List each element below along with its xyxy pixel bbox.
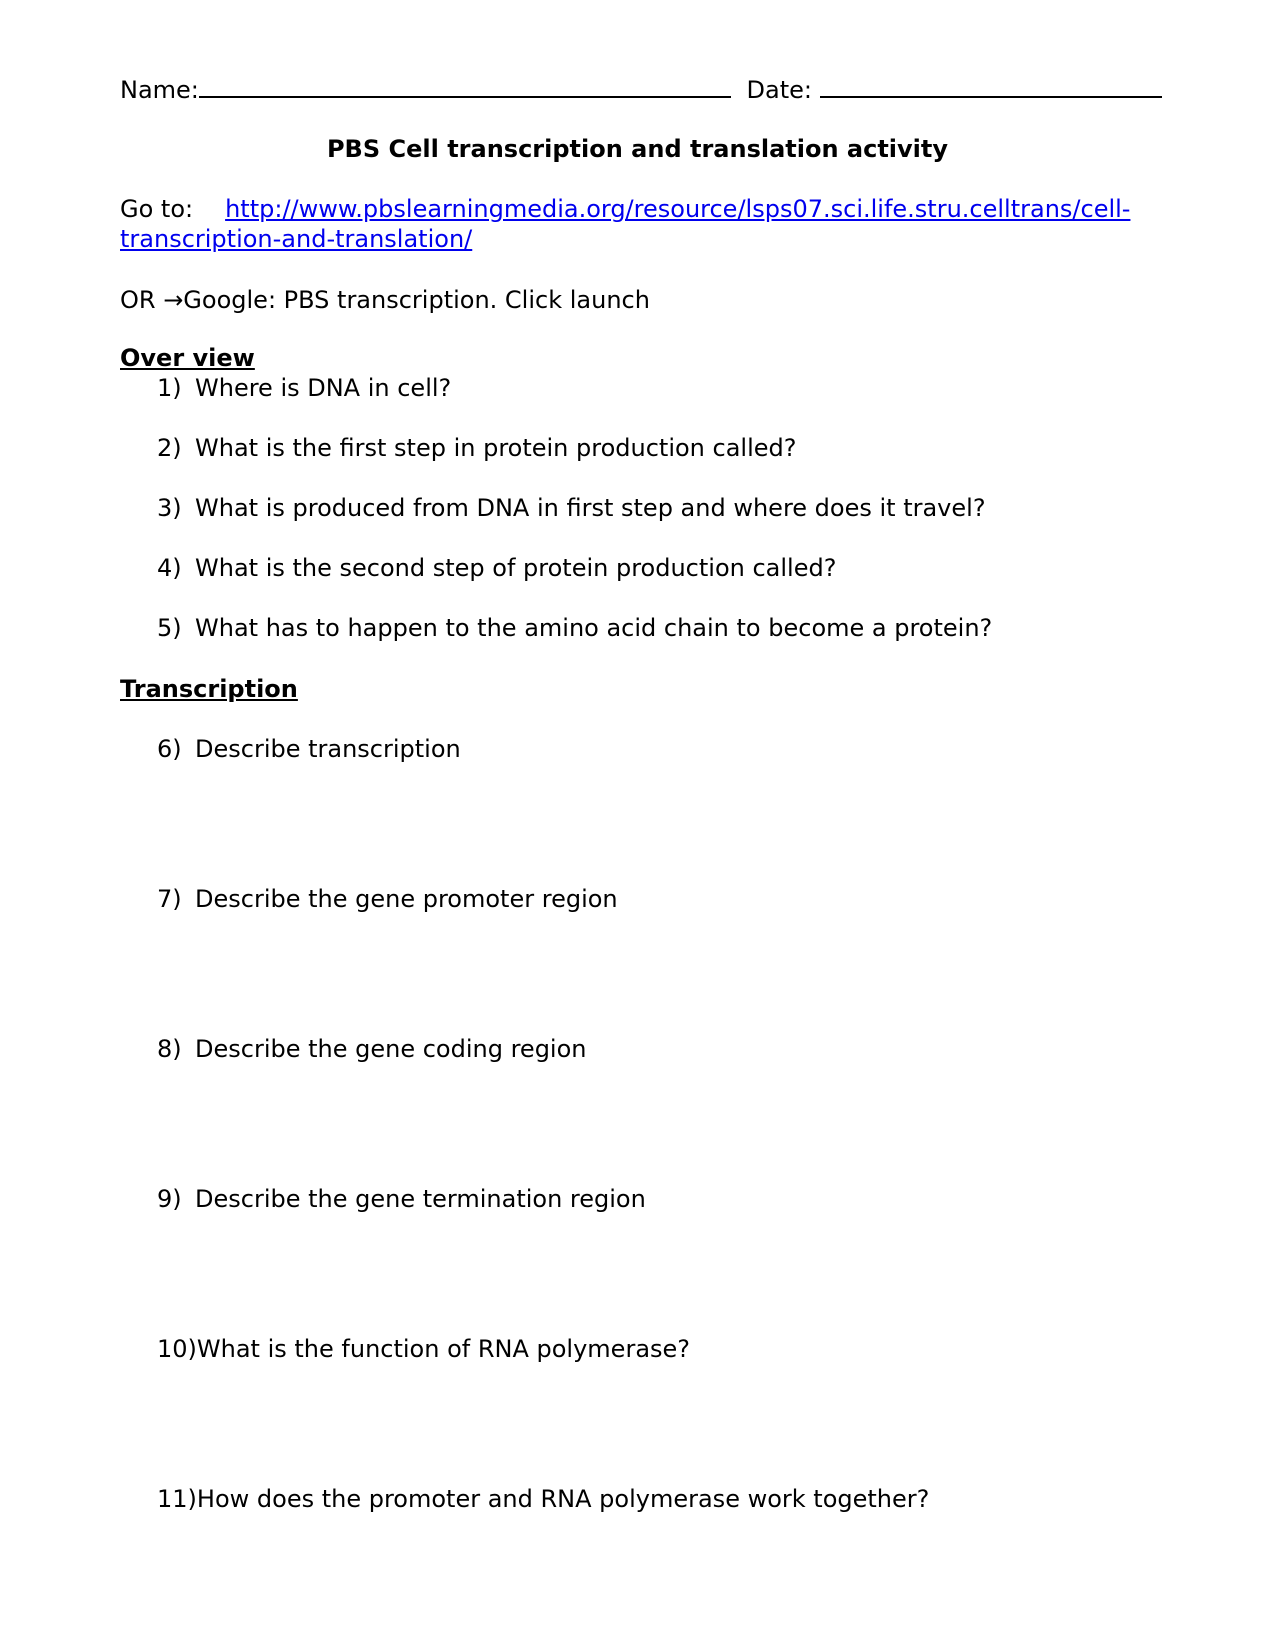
alt-instructions: OR →Google: PBS transcription. Click launch (120, 286, 650, 314)
question-item (157, 613, 992, 643)
question-text: Describe transcription (195, 735, 461, 763)
question-text: Describe the gene coding region (195, 1035, 587, 1063)
question-text: How does the promoter and RNA polymerase work together? (196, 1485, 930, 1513)
question-item (157, 1334, 690, 1364)
question-number: 10) (157, 1335, 197, 1363)
question-item (157, 884, 618, 914)
question-number: 5) (157, 614, 182, 642)
question-item (157, 433, 797, 463)
question-number: 8) (157, 1035, 182, 1063)
question-number: 7) (157, 885, 182, 913)
question-item (157, 1034, 587, 1064)
question-item (157, 553, 836, 583)
question-number: 4) (157, 554, 182, 582)
question-text: Where is DNA in cell? (195, 374, 452, 402)
pbs-link-part2[interactable]: transcription-and-translation/ (120, 225, 473, 253)
date-label: Date: (746, 76, 812, 104)
name-label: Name: (120, 76, 199, 104)
question-number: 6) (157, 735, 182, 763)
question-text: What is the second step of protein production called? (195, 554, 837, 582)
question-text: What is the first step in protein production called? (195, 434, 797, 462)
question-item (157, 734, 461, 764)
goto-line-2 (120, 224, 472, 254)
question-text: What is the function of RNA polymerase? (196, 1335, 691, 1363)
question-text: Describe the gene termination region (195, 1185, 646, 1213)
section-heading-transcription: Transcription (120, 675, 298, 703)
question-number: 11) (157, 1485, 197, 1513)
question-number: 3) (157, 494, 182, 522)
question-item (157, 1184, 646, 1214)
pbs-link-part1[interactable]: http://www.pbslearningmedia.org/resource/lsps07.sci.life.stru.celltrans/cell- (225, 195, 1131, 223)
goto-line (120, 194, 1130, 224)
question-item (157, 493, 986, 523)
question-number: 9) (157, 1185, 182, 1213)
goto-label: Go to: (120, 195, 194, 223)
name-date-row (120, 74, 1162, 105)
question-text: What is produced from DNA in first step and where does it travel? (195, 494, 986, 522)
question-item (157, 1484, 929, 1514)
name-blank[interactable] (199, 74, 731, 98)
question-text: What has to happen to the amino acid chain to become a protein? (195, 614, 993, 642)
question-number: 2) (157, 434, 182, 462)
question-item (157, 373, 451, 403)
question-number: 1) (157, 374, 182, 402)
page-title: PBS Cell transcription and translation activity (326, 135, 949, 163)
date-blank[interactable] (820, 74, 1162, 98)
section-heading-overview: Over view (120, 344, 255, 372)
question-text: Describe the gene promoter region (195, 885, 618, 913)
